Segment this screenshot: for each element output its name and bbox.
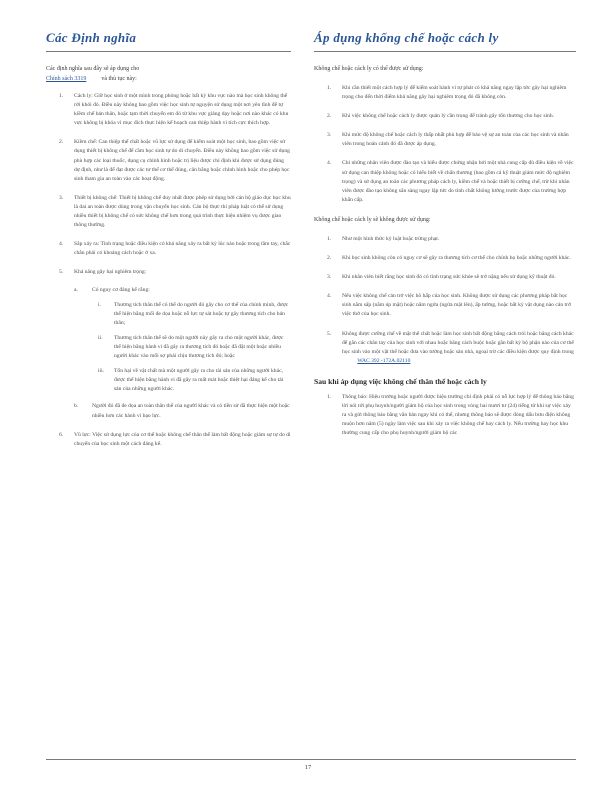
when-used-intro: Không chế hoặc cách ly có thể được sử dụng: — [314, 66, 424, 72]
sub-item-b — [74, 402, 291, 420]
when-used-list — [314, 84, 576, 205]
page-number: 17 — [304, 764, 312, 771]
item-text: Thông báo: Hiệu trưởng hoặc người được hiệu trưởng chỉ định phải có nỗ lực hợp lý để thông báo bằng lời nói tới phụ huynh/người giám hộ của học sinh trong vòng hai mươi tư (24) tiếng từ khi sự việc xảy ra và gửi thông báo bằng văn bản ngay khi có thể, nhưng thông báo sẽ được đóng dấu bưu điện không muộn hơn năm (5) ngày làm việc sau khi xảy ra việc không chế hay cách ly. Nếu trường hay học khu thường cung cấp cho phụ huynh/người giám hộ các — [342, 393, 574, 437]
list-item — [314, 254, 576, 263]
sub-sub-item — [92, 301, 291, 328]
list-item — [314, 84, 576, 102]
definitions-heading: Các Định nghĩa — [46, 30, 291, 52]
list-item — [314, 273, 576, 282]
item-number: 1. — [59, 93, 64, 99]
sub-item-text: Người đó đã đe dọa an toàn thân thể của người khác và có tiền sử đã thực hiện một hoặc nhiều hơn các hành vi bạo lực. — [92, 403, 290, 419]
list-item — [314, 112, 576, 121]
footer-rule — [46, 759, 576, 760]
item-text: Khi nhân viên biết rằng học sinh đó có tình trạng sức khỏe sẽ trở nặng nếu sử dụng kỹ thuật đó. — [342, 274, 556, 281]
list-item — [46, 92, 291, 128]
definitions-list — [46, 92, 291, 449]
item-text: Nếu việc không chế cản trở việc hô hấp của học sinh. Không được sử dụng các phương pháp bắt học sinh nằm sấp (nằm úp mặt) hoặc nằm ngửa (ngửa mặt lên), ấp tường, hoặc bất kỳ vật dụng nào cản trở việc thở của học sinh. — [342, 293, 571, 318]
list-item — [46, 268, 291, 420]
item-number: 2. — [327, 255, 332, 262]
item-text: Khả năng gây hại nghiêm trọng: — [74, 269, 147, 276]
list-item — [46, 138, 291, 183]
item-text: Khi học sinh không còn có nguy cơ sẽ gây ra thương tích cơ thể cho chính họ hoặc những người khác. — [342, 255, 571, 262]
list-item — [314, 330, 576, 366]
sub-sub-text: Thương tích thân thể có thể do người đó gây cho cơ thể của chính mình, được thể hiện bằng mối đe dọa hoặc nỗ lực tự sát hoặc tự gây thương tích cho bản thân; — [114, 301, 289, 326]
sub-sub-mark: ii. — [98, 334, 103, 341]
list-item — [314, 292, 576, 319]
item-number: 1. — [327, 393, 332, 400]
sub-sub-text: Thương tích thân thể sẽ do một người này gây ra cho một người khác, được thể hiện bằng hành vi đã gây ra thương tích đó hoặc đã đặt một hoặc nhiều người khác vào mối sợ phải chịu thương tích đó; hoặc — [114, 334, 284, 360]
item-text: Khi cần thiết một cách hợp lý để kiểm soát hành vi tự phát có khả năng ngay lập tức gây hại nghiêm trọng cho đến thời điểm khả năng gây hại nghiêm trọng đó đã không còn. — [342, 85, 567, 101]
item-text: Khi mức độ không chế hoặc cách ly thấp nhất phù hợp để bảo vệ sự an toàn của các học sinh và nhân viên trong hoàn cảnh đó đã được áp dụng. — [342, 132, 569, 148]
item-number: 3. — [327, 274, 332, 281]
item-text: Thiết bị không chế: Thiết bị không chế duy nhất được phép sử dụng bởi cán bộ giáo dục học khu là dai an toàn được dùng trong vận chuyển học sinh. Cán bộ thực thi pháp luật có thể sử dụng nhiều thiết bị không chế có sức không chế hơn trong quá trình thực hiện nhiệm vụ được giao thông thường. — [74, 194, 291, 229]
after-application-list — [314, 393, 576, 438]
intro-text: Các định nghĩa sau đây sẽ áp dụng cho — [46, 66, 140, 72]
list-item — [314, 159, 576, 204]
item-number: 3. — [59, 194, 64, 201]
item-number: 4. — [327, 293, 332, 300]
list-item — [46, 194, 291, 230]
application-heading: Áp dụng khống chế hoặc cách ly — [314, 30, 576, 52]
list-item — [314, 131, 576, 149]
sub-item-mark: b. — [74, 403, 79, 410]
intro-text-end: và thủ tục này: — [101, 76, 137, 82]
list-item — [46, 431, 291, 449]
item-text: Không được cưỡng chế về mặt thể chất hoặc làm học sinh bất động bằng cách trói hoặc băng cách khác để gắn các chân tay của học sinh với nhau hoặc băng cách buộc hoặc gắn bất kỳ bộ phận nào của cơ thể học sinh vào một vật thể hoặc đưa vào tường hoặc sàn nhà, ngoại trừ các điều kiện được quy định trong — [342, 330, 574, 355]
item-number: 5. — [59, 269, 64, 276]
sub-sub-mark: iii. — [98, 368, 105, 375]
item-text: Cách ly: Giữ học sinh ở một mình trong phòng hoặc bất kỳ khu vực nào mà học sinh không thể rời khỏi đó. Điều này không bao gồm việc học sinh tự nguyện sử dụng một nơi yên tĩnh để tự kiềm chế bản thân, hoặc tạm thời chuyển em đó từ khu vực giảng dạy hoặc nơi nào khác có khu vực không bị khóa vì mục đích thực hiện kế hoạch can thiệp hành vi tích cực thích hợp. — [74, 93, 289, 127]
list-item — [46, 240, 291, 258]
list-item — [314, 393, 576, 438]
item-number: 1. — [327, 235, 332, 242]
item-text: Chỉ những nhân viên được đào tạo và hiểu được chứng nhận bởi một nhà cung cấp đủ điều kiện về việc sử dụng can thiệp không hoặc có hiểu biết về chấn thương (bao gồm cả kỹ thuật giảm mức độ nghiêm trọng) và sử dụng an toàn các phương pháp cách ly, kiềm chế và hoặc thiết bị cưỡng chế, trừ khi nhân viên được đào tạo không sẵn sàng ngay lập tức do tình chất không lường trước được của trường hợp khẩn cấp. — [342, 160, 574, 203]
item-number: 4. — [327, 160, 332, 167]
definitions-column — [46, 30, 291, 459]
list-item — [314, 235, 576, 244]
item-text: Như một hình thức kỷ luật hoặc trừng phạt. — [342, 235, 440, 242]
sub-sub-item — [92, 334, 291, 361]
policy-3319-link[interactable]: Chính sách 3319 — [46, 76, 87, 82]
after-application-heading: Sau khi áp dụng việc không chế thân thể hoặc cách ly — [314, 376, 487, 386]
item-text: Vũ lực: Việc sử dụng lực của cơ thể hoặc không chế thân thể làm bất động hoặc giảm sự tự do di chuyển của học sinh một cách đáng kể. — [74, 431, 291, 447]
sub-item-text: Có nguy cơ đáng kể rằng: — [92, 286, 150, 293]
item-text: Sắp xảy ra: Tình trạng hoặc điều kiện có khả năng xảy ra bất kỳ lúc nào hoặc trong tầm tay, chắc chắn phải có khoảng cách hoặc ở xa. — [74, 241, 291, 257]
item-text: Kiềm chế: Can thiệp thể chất hoặc vũ lực sử dụng để kiểm soát một học sinh, bao gồm việc sử dụng thiết bị không chế để cầm học sinh tự do di chuyển. Điều này không bao gồm việc sử dụng phù hợp các loại thuốc, dụng cụ chỉnh hình hoặc trị liệu được chỉ định khi được sử dụng đúng dự định, như là để đạt được các tư thế cơ thể đúng, cân bằng hoặc chỉnh hình hoặc cho phép học sinh tham gia an toàn vào các hoạt động. — [74, 139, 290, 182]
not-used-intro: Không chế hoặc cách ly sẽ không được sử dụng: — [314, 216, 431, 223]
item-number: 3. — [327, 132, 332, 139]
item-text: Khi việc không chế hoặc cách ly được quản lý cần trọng để tránh gây tổn thương cho học sinh. — [342, 113, 555, 120]
item-number: 6. — [59, 431, 64, 438]
sub-sub-item — [92, 367, 291, 394]
item-number: 5. — [327, 330, 332, 337]
item-number: 2. — [327, 113, 332, 120]
not-used-list — [314, 235, 576, 366]
item-number: 4. — [59, 241, 64, 248]
sub-item-mark: a. — [74, 286, 78, 293]
sub-sub-text: Tổn hại về vật chất mà một người gây ra cho tài sản của những người khác, được thể hiện bằng hành vi đã gây ra mất mát hoặc thiệt hại đáng kể cho tài sản của những người khác. — [114, 368, 284, 393]
definitions-intro — [46, 64, 291, 84]
sub-sub-mark: i. — [98, 301, 101, 308]
application-column — [314, 30, 576, 448]
item-number: 2. — [59, 139, 64, 146]
item-number: 1. — [327, 85, 332, 91]
sub-item-a — [74, 286, 291, 395]
wac-link[interactable]: WAC 392 -172A.02110 — [357, 357, 411, 364]
